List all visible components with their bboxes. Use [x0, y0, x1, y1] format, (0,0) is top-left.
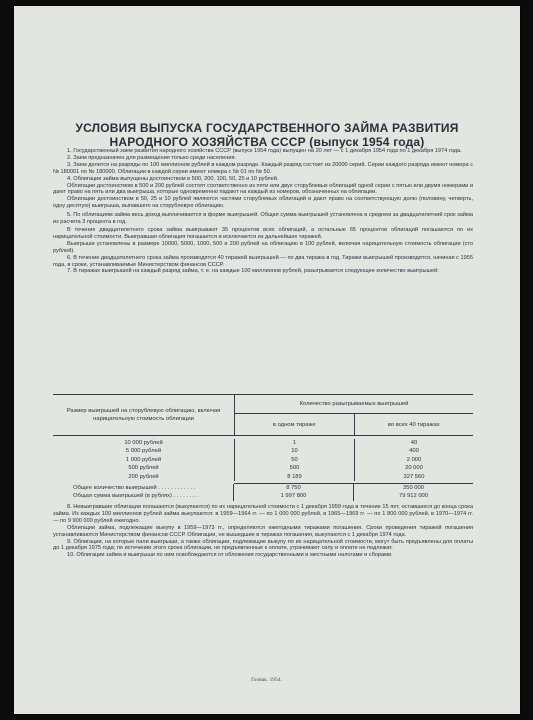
paragraph: 7. В тиражах выигрышей на каждый разряд займа, т. е. на каждые 100 миллионов рублей, разыгрывается следующее количество выигрышей: — [67, 268, 439, 275]
table-row — [53, 456, 473, 464]
paragraph: 4. Облигации займа выпущены достоинством в 500, 200, 100, 50, 25 и 10 рублей. — [67, 175, 279, 182]
totals-row — [53, 484, 473, 492]
table-body — [53, 436, 473, 501]
count-all: 2 000 — [406, 456, 422, 463]
paragraph: Выигрыши установлены в размере 10000, 5000, 1000, 500 и 200 рублей на облигацию в 100 рублей, включая нарицательную стоимость облигации (сто рублей). — [53, 240, 473, 254]
prize-amount: 200 рублей — [53, 473, 235, 481]
closing-text — [53, 504, 473, 559]
paragraph: 8. Невыигравшие облигации погашаются (выкупаются) по их нарицательной стоимости с 1 декабря 1959 года в течение 15 лет, оставшихся до конца срока займа. Из каждых 100 миллионов рублей займа выкупаются: в 1959—1964 гг. — по 1 000 000 рублей, в 1965—1969 гг. — по 1 800 000 рублей, в 1970—1974 гг. — по 9 900 000 рублей ежегодно. — [53, 504, 473, 524]
bond-sheet — [14, 6, 520, 714]
prize-amount: 500 рублей — [53, 464, 235, 472]
document-title — [14, 121, 520, 149]
paragraph: 6. В течение двадцатилетнего срока займа производятся 40 тиражей выигрышей — по два тиража в год. Тиражи выигрышей производятся, начиная с 1955 года, в сроки, устанавливаемые Министерством финансов СССР. — [53, 254, 473, 268]
paragraph: Облигации достоинством в 50, 25 и 10 рублей являются частями сторублевых облигаций и дают право на соответствующую долю (половину, четверть, одну десятую) выигрыша, выпавшего на сторублевую облигацию. — [53, 196, 473, 210]
paragraph: 2. Заем предназначен для размещения только среди населения. — [67, 154, 237, 161]
paragraph: 9. Облигации, на которые пали выигрыши, а также облигации, подлежащие выкупу по их нарицательной стоимости, могут быть предъявлены для оплаты до 1 декабря 1975 года; по истечении этого срока облигации, не предъявленные к оплате, утрачивают силу и оплате не подлежат. — [53, 538, 473, 552]
header-one-draw: в одном тираже — [235, 414, 355, 435]
paragraph: 5. По облигациям займа весь доход выплачивается в форме выигрышей. Общая сумма выигрышей установлена в среднем за двадцатилетний срок займа из расчета 3 процента в год. — [53, 211, 473, 225]
count-all: 20 000 — [405, 465, 423, 472]
paragraph: Облигации займа, подлежащие выкупу в 1959—1973 гг., определяются ежегодными тиражами погашения. Сроки проведения тиражей погашения устанавливаются Министерством финансов СССР. Облигации, не вышедшие в тиражах погашения, выкупаются с 1 декабря 1974 года. — [53, 524, 473, 538]
table-header — [53, 395, 473, 436]
count-one: 10 — [235, 447, 355, 455]
total-label: Общая сумма выигрышей (в рублях) . . . . . . . . — [53, 492, 234, 500]
count-one: 8 189 — [235, 473, 355, 481]
count-one: 50 — [235, 456, 355, 464]
title-line-2: НАРОДНОГО ХОЗЯЙСТВА СССР (выпуск 1954 года) — [109, 135, 425, 149]
table-row — [53, 447, 473, 455]
count-all: 327 560 — [403, 473, 425, 480]
paragraph: Облигации достоинством в 500 и 200 рублей состоят соответственно из пяти или двух сторублевых облигаций одной серии с пятью или двумя номерами и дают право на пять или два выигрыша, которые одновременно падают на каждый из номеров, обозначенных на облигации. — [53, 182, 473, 196]
total-one: 1 997 800 — [234, 492, 354, 500]
paragraph: 10. Облигации займа и выигрыши по ним освобождаются от обложения государственными и местными налогами и сборами. — [67, 552, 393, 559]
paragraph: В течение двадцатилетнего срока займа выигрывают 35 процентов всех облигаций, а остальные 65 процентов облигаций погашаются по их нарицательной стоимости. Выигравшая облигация погашается и исключается из дальнейших тиражей. — [53, 226, 473, 240]
paragraph: 1. Государственный заем развития народного хозяйства СССР (выпуск 1954 года) выпущен на 20 лет — с 1 декабря 1954 года по 1 декабря 1974 года. — [67, 148, 462, 154]
total-label: Общее количество выигрышей . . . . . . . . . . . . — [53, 484, 234, 492]
totals-row — [53, 492, 473, 500]
table-row — [53, 473, 473, 481]
count-all: 40 — [410, 440, 418, 446]
table-row — [53, 439, 473, 447]
total-all: 350 000 — [403, 484, 424, 491]
table-row — [53, 464, 473, 472]
header-prize-size: Размер выигрышей на сторублевую облигацию, включая нарицательную стоимость облигации — [53, 395, 235, 435]
winnings-table — [53, 394, 473, 501]
count-all: 400 — [409, 448, 419, 455]
prize-amount: 10 000 рублей — [53, 439, 235, 447]
header-count: Количество разыгрываемых выигрышей — [235, 395, 473, 414]
count-one: 500 — [235, 464, 355, 472]
total-one: 8 750 — [234, 484, 354, 492]
prize-amount: 5 000 рублей — [53, 447, 235, 455]
printer-imprint: Гознак. 1954. — [251, 677, 282, 683]
title-line-1: УСЛОВИЯ ВЫПУСКА ГОСУДАРСТВЕННОГО ЗАЙМА РАЗВИТИЯ — [75, 121, 459, 135]
prize-amount: 1 000 рублей — [53, 456, 235, 464]
total-all: 79 912 000 — [398, 493, 428, 500]
paragraph: 3. Заем делится на разряды по 100 миллионов рублей в каждом разряде. Каждый разряд состоит из 20000 серий. Серии каждого разряда имеют номера с № 180001 по № 180000. Облигации в каждой серии имеют номера с № 01 по № 50. — [53, 161, 473, 175]
conditions-text — [53, 148, 473, 275]
header-all-draws: во всех 40 тиражах — [387, 421, 440, 428]
count-one: 1 — [235, 439, 355, 447]
